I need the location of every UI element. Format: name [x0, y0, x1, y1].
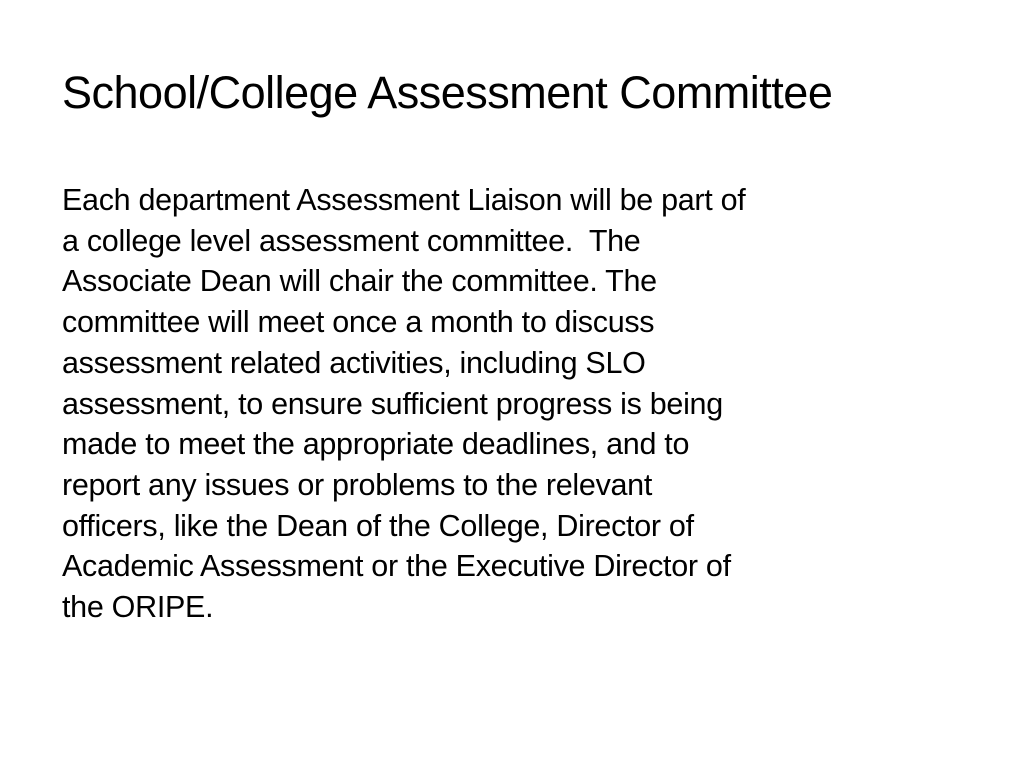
- body-line: Each department Assessment Liaison will be part of: [62, 183, 746, 217]
- body-line: report any issues or problems to the relevant: [62, 467, 653, 502]
- slide-title: School/College Assessment Committee: [62, 67, 833, 118]
- body-line: Associate Dean will chair the committee. The: [62, 264, 657, 299]
- body-line: committee will meet once a month to discuss: [62, 305, 655, 340]
- body-line: officers, like the Dean of the College, Director of: [62, 508, 694, 543]
- body-line: Academic Assessment or the Executive Director of: [62, 549, 731, 584]
- body-line: assessment, to ensure sufficient progress is being: [62, 386, 723, 421]
- slide-body: [62, 180, 962, 628]
- body-line: the ORIPE.: [62, 590, 214, 625]
- body-line: a college level assessment committee. The: [62, 223, 641, 258]
- body-line: assessment related activities, including SLO: [62, 345, 646, 380]
- body-line: made to meet the appropriate deadlines, and to: [62, 427, 690, 462]
